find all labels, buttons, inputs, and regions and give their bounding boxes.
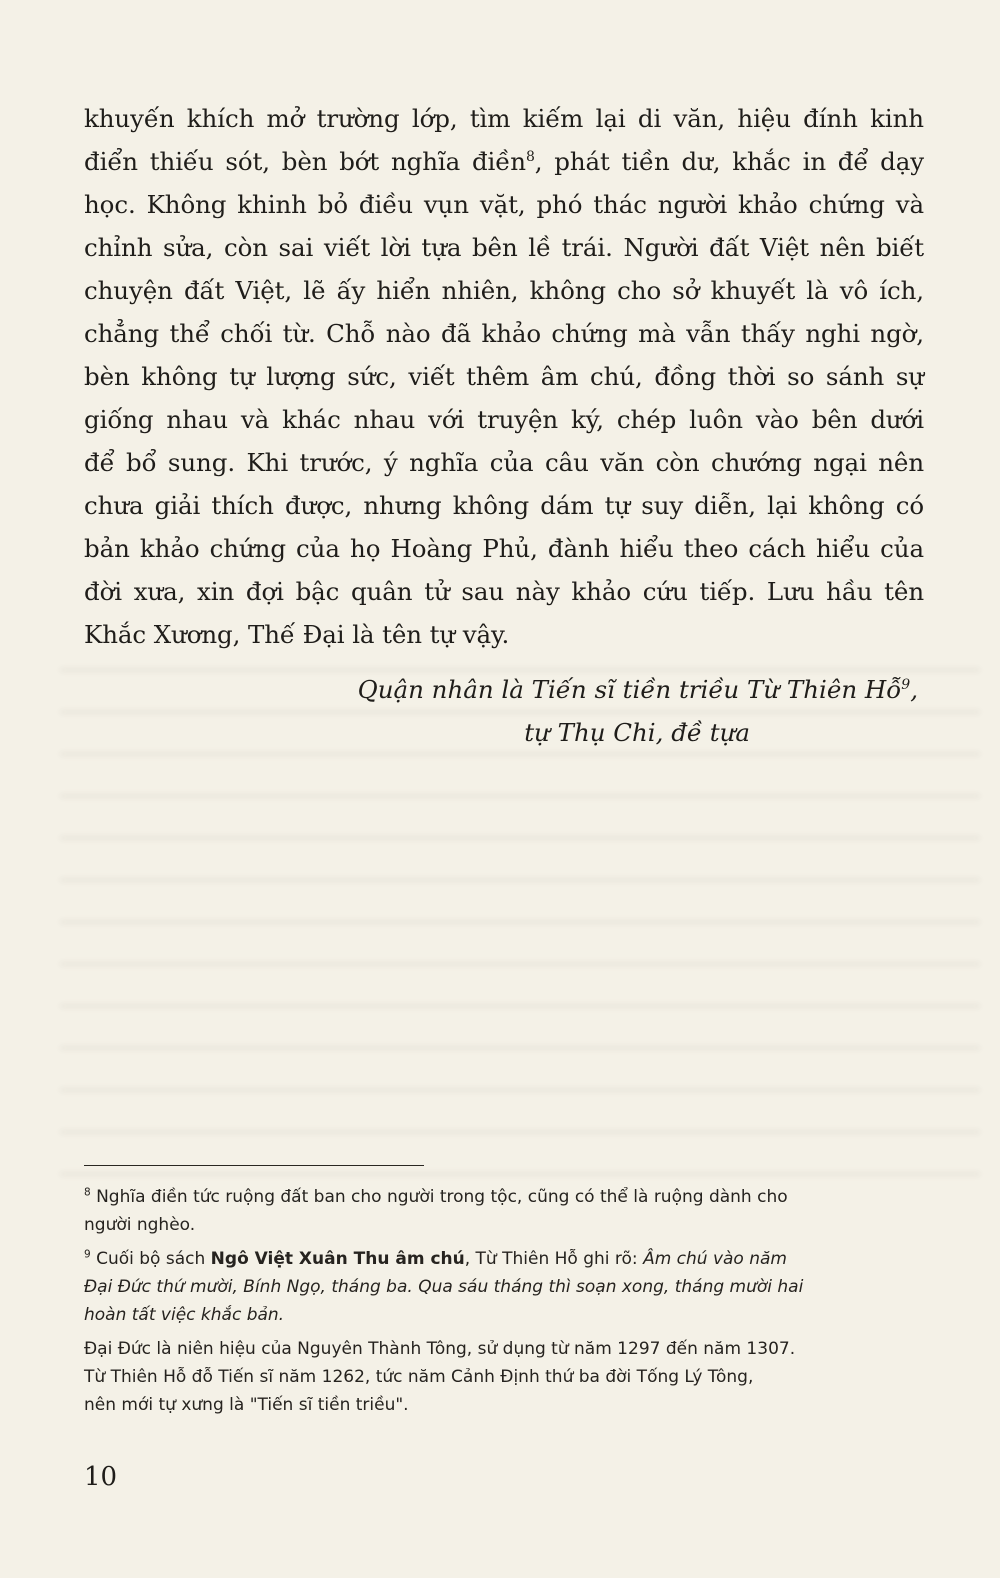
text-line: chỉnh sửa, còn sai viết lời tựa bên lề trái. Người đất Việt nên biết [84, 233, 924, 262]
text-line: học. Không khinh bỏ điều vụn vặt, phó thác người khảo chứng và [84, 190, 924, 219]
signature-block [78, 668, 918, 754]
text-line: khuyến khích mở trường lớp, tìm kiếm lại di văn, hiệu đính kinh [84, 104, 924, 133]
text-line: chuyện đất Việt, lẽ ấy hiển nhiên, không cho sở khuyết là vô ích, [84, 276, 924, 305]
footnote-ref-8: 8 [525, 148, 535, 165]
footnote-8: $^8$ Nghĩa điền tức ruộng đất ban cho người trong tộc, cũng có thể là ruộng dành cho người nghèo. [84, 1186, 788, 1235]
page-number: 10 [84, 1462, 118, 1492]
book-title: Ngô Việt Xuân Thu âm chú [210, 1249, 465, 1269]
main-text [84, 97, 924, 656]
text-line: điển thiếu sót, bèn bớt nghĩa điền$^8$, phát tiền dư, khắc in để dạy [84, 147, 924, 176]
text-line: giống nhau và khác nhau với truyện ký, chép luôn vào bên dưới [84, 405, 924, 434]
text-line: để bổ sung. Khi trước, ý nghĩa của câu văn còn chướng ngại nên [84, 448, 924, 477]
signature-line-2: tự Thụ Chi, đề tựa [524, 718, 750, 747]
footnote-ref-9: 9 [901, 676, 911, 693]
footnote-divider [84, 1165, 424, 1166]
text-line: Khắc Xương, Thế Đại là tên tự vậy. [84, 620, 510, 649]
footnote-9: $^9$ Cuối bộ sách Ngô Việt Xuân Thu âm chú, Từ Thiên Hỗ ghi rõ: Âm chú vào năm Đại Đức thứ mười, Bính Ngọ, tháng ba. Qua sáu tháng thì soạn xong, tháng mười hai hoàn tất việc khắc bản. [84, 1248, 804, 1325]
footnote-number: 9 [84, 1248, 91, 1261]
text-line: chẳng thể chối từ. Chỗ nào đã khảo chứng mà vẫn thấy nghi ngờ, [84, 319, 924, 348]
text-line: chưa giải thích được, nhưng không dám tự suy diễn, lại không có [84, 491, 924, 520]
text-line: đời xưa, xin đợi bậc quân tử sau này khảo cứu tiếp. Lưu hầu tên [84, 577, 924, 606]
text-line: bèn không tự lượng sức, viết thêm âm chú, đồng thời so sánh sự [84, 362, 924, 391]
signature-line-1: Quận nhân là Tiến sĩ tiền triều Từ Thiên Hỗ$^9$, [357, 675, 918, 704]
footnote-note: Đại Đức là niên hiệu của Nguyên Thành Tông, sử dụng từ năm 1297 đến năm 1307. Từ Thiên Hỗ đỗ Tiến sĩ năm 1262, tức năm Cảnh Định thứ ba đời Tống Lý Tông, nên mới tự xưng là "Tiến sĩ tiền triều". [84, 1339, 796, 1415]
footnotes-section [84, 1183, 924, 1425]
text-line: bản khảo chứng của họ Hoàng Phủ, đành hiểu theo cách hiểu của [84, 534, 924, 563]
footnote-number: 8 [84, 1186, 91, 1199]
